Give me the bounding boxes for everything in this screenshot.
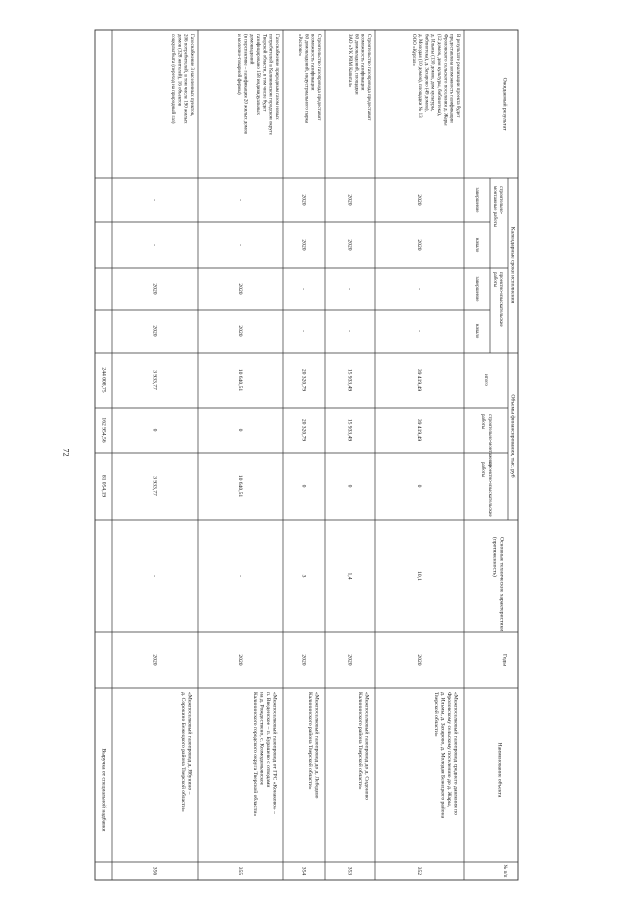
row-name-line: Калининского городского округа Тверской области» [251, 692, 258, 817]
row-result-line: возможность газификации [359, 34, 365, 91]
row-length: 3 [300, 574, 307, 578]
footer-funding-total: 244 008,75 [100, 367, 107, 393]
row-result-line: соцкультбыта (переход на природный газ) [169, 34, 175, 124]
row-design-end: - [416, 288, 423, 290]
row-year: 2020 [300, 654, 307, 666]
row-funding-total: 3 933,77 [151, 370, 158, 390]
row-result-line: Фроловского сельского поселения д. Жары [442, 34, 448, 126]
row-funding-construction: 0 [237, 428, 244, 432]
row-result-line: предоставлена возможность газификации [448, 34, 454, 123]
page-number: 72 [61, 448, 71, 457]
row-result [170, 34, 194, 124]
row-num: 354 [300, 866, 307, 876]
header-characteristics [492, 537, 505, 631]
row-design-end: - [300, 288, 307, 290]
header-funding-total: итого [482, 374, 488, 386]
row-constr-start: - [151, 244, 158, 246]
row-result-line: возможность газификации [309, 34, 315, 91]
row-result-line: газифицировано 158 индивидуальных [254, 34, 260, 116]
row-constr-end: - [151, 199, 158, 201]
row-funding-design: 3 933,77 [151, 476, 158, 496]
row-funding-total: 15 933,49 [346, 368, 353, 392]
row-constr-end: 2020 [346, 194, 353, 206]
header-schedule-design [492, 272, 503, 328]
row-constr-start: - [237, 244, 244, 246]
row-result-line: д. Молодая (10 домов), площадки № 13 [417, 34, 423, 118]
row-year: 2020 [151, 654, 158, 666]
row-length: 10,1 [416, 571, 423, 581]
header-name: Наименование объекта [496, 742, 503, 798]
header-schedule-design-line: работы [491, 272, 497, 288]
row-num: 356 [151, 866, 158, 876]
row-year: 2020 [346, 654, 353, 666]
header-constr-end: завершение [473, 187, 479, 213]
row-design-start: 2020 [237, 325, 244, 337]
row-result-line: 206 потребителей, в том числе 190 жилых [182, 34, 188, 124]
header-funding-group: Объемы финансирования, тыс. руб [509, 394, 516, 478]
footer-funding-construction: 162 954,56 [100, 417, 107, 443]
row-name-line: д. Ильмы, д. Захарово, д. Молодая Бежецкого района [439, 692, 446, 819]
row-year: 2020 [237, 654, 244, 666]
row-design-start: 2020 [151, 325, 158, 337]
header-characteristics-line: (протяженность) [491, 537, 498, 577]
row-num: 353 [346, 866, 353, 876]
row-result-line: ЗАО «УК РВМ Капитал» [346, 34, 352, 88]
row-design-end: 2020 [237, 283, 244, 295]
row-funding-design: 0 [300, 484, 307, 488]
row-name-line: Фроловскому сельскому поселению до д. Жары, [446, 692, 453, 807]
row-result-line: домов (328 жителей), 16 объектов [176, 34, 182, 107]
row-result-line: Строительство газопровода предоставит [315, 34, 321, 121]
header-constr-start: начало [473, 237, 479, 253]
header-schedule-construction [492, 186, 503, 228]
row-result-line: 60 домовладений, индустриального парка [303, 34, 309, 124]
row-result-line: Строительство газопровода предоставит [365, 34, 371, 121]
row-result [236, 34, 279, 136]
row-constr-end: - [237, 199, 244, 201]
row-funding-construction: 20 320,79 [300, 418, 307, 442]
row-result-line: и молочно-товарной фермы) [236, 34, 242, 95]
header-schedule-design-line: проектно-изыскательские [497, 272, 503, 327]
row-result [411, 34, 460, 126]
row-year: 2020 [416, 654, 423, 666]
row-design-start: - [416, 330, 423, 332]
header-funding-design-line: работы [479, 462, 485, 478]
row-num: 355 [237, 866, 244, 876]
row-result [297, 34, 321, 124]
row-constr-start: 2020 [416, 239, 423, 251]
header-funding-construction-line: работы [479, 414, 485, 430]
header-num: № п/п [501, 864, 507, 878]
row-result-line: (в перспективе – газификация 20 жилых домов [242, 34, 248, 134]
row-num: 352 [416, 866, 423, 876]
header-funding-design-line: проектно-изыскательские [486, 462, 492, 517]
row-length: - [151, 575, 158, 577]
row-name-line: п. Введенское – п. Бурашево с отводами [265, 692, 272, 788]
row-name-line: д. Сорокино Бежецкого района Тверской области» [180, 692, 187, 812]
row-name [307, 692, 321, 799]
row-constr-start: 2020 [346, 239, 353, 251]
row-name-line: Калининского района Тверской области» [307, 692, 314, 790]
row-funding-total: 39 419,49 [416, 368, 423, 392]
row-funding-construction: 39 419,49 [416, 418, 423, 442]
row-funding-total: 10 640,51 [237, 368, 244, 392]
row-result-line: 60 домовладений, площадки [353, 34, 359, 95]
row-name-line: «Межпоселковый газопровод до д. Сидоново [363, 692, 370, 800]
footer-label: Выручка от специальной надбавки [100, 748, 107, 832]
row-name [180, 692, 194, 812]
header-schedule-construction-line: монтажные работы [491, 186, 497, 228]
row-name-line: «Межпоселковый газопровод от ГРС «Конаково» – [271, 692, 278, 814]
row-result-line: Газоснабжение природным газом новых [273, 34, 279, 120]
row-funding-design: 10 640,51 [237, 474, 244, 498]
header-result: Ожидаемый результат [501, 77, 508, 131]
row-result-line: Газоснабжение 3 населенных пунктов, [188, 34, 194, 117]
row-name-line: «Межпоселковый газопровод до д. Лебедево [313, 692, 320, 799]
row-result-line: потребителей в Калининском городском округе [267, 34, 273, 136]
row-result-line: Тверской области, в том числе будет [261, 34, 267, 112]
row-result-line: домовладений [248, 34, 254, 65]
header-design-start: начало [473, 323, 479, 339]
row-result [347, 34, 371, 121]
row-design-start: - [300, 330, 307, 332]
row-result-line: библиотека), д. Захарово (49 домов), [423, 34, 429, 112]
header-schedule-construction-line: строительно- [497, 186, 503, 215]
row-funding-construction: 0 [151, 428, 158, 432]
row-design-end: - [346, 288, 353, 290]
row-funding-construction: 15 933,49 [346, 418, 353, 442]
header-characteristics-line: Основные технические характеристики [498, 537, 505, 632]
header-years: Годы [501, 654, 508, 666]
row-length: - [237, 575, 244, 577]
row-constr-end: 2020 [416, 194, 423, 206]
header-funding-construction-line: строительно-монтажные [486, 414, 492, 467]
row-name-line: «Межпоселковый газопровод д. Ябунино – [186, 692, 193, 795]
row-name [357, 692, 371, 800]
row-funding-total: 20 320,79 [300, 368, 307, 392]
header-funding-construction [480, 414, 492, 467]
row-name-line: на д. Рождествено, с. Козмодемьянское [258, 692, 265, 786]
header-funding-design [480, 462, 492, 518]
footer-funding-design: 81 054,19 [100, 474, 107, 498]
row-name-line: «Межпоселковый газопровод среднего давления по [452, 692, 459, 815]
row-constr-end: 2020 [300, 194, 307, 206]
row-design-start: - [346, 330, 353, 332]
row-length: 1,4 [346, 572, 353, 580]
row-result-line: В результате реализации проекта будет [454, 34, 460, 118]
row-result-line: «Раслово» [296, 34, 302, 57]
row-name-line: Калининского района Тверской области» [357, 692, 364, 790]
row-design-end: 2020 [151, 283, 158, 295]
row-name [433, 692, 460, 819]
row-funding-design: 0 [416, 484, 423, 488]
row-funding-design: 0 [346, 484, 353, 488]
row-name [252, 692, 279, 816]
row-constr-start: 2020 [300, 239, 307, 251]
row-result-line: д. Ильмы (130 домов, дом культуры, [429, 34, 435, 112]
header-design-end: завершение [473, 276, 479, 302]
row-result-line: ООО «Кургал» [410, 34, 416, 66]
row-result-line: (12 домов, дом культуры, библиотека), [435, 34, 441, 117]
row-name-line: Тверской области» [432, 692, 439, 737]
header-schedule-group: Календарные сроки исполнения [509, 226, 516, 304]
